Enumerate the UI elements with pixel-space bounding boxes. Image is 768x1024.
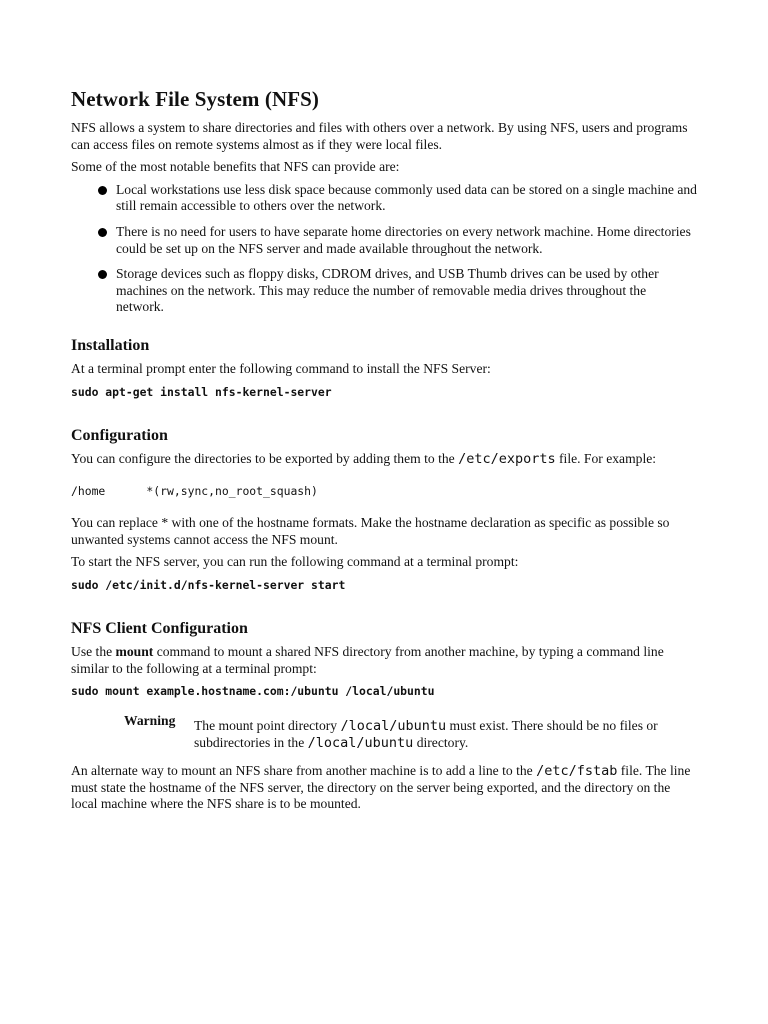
benefits-intro: Some of the most notable benefits that NFS can provide are: xyxy=(71,159,400,175)
list-item-text: Storage devices such as floppy disks, CDROM drives, and USB Thumb drives can be used by other machines on the network. This may reduce the number of removable media drives throughout the network. xyxy=(116,266,659,315)
warning-text-part: directory. xyxy=(413,734,469,750)
intro-paragraph: NFS allows a system to share directories and files with others over a network. By using NFS, users and programs can access files on remote systems almost as if they were local files. xyxy=(71,120,688,152)
list-item xyxy=(71,266,697,316)
fstab-path: /etc/fstab xyxy=(536,763,618,780)
bullet-icon xyxy=(98,228,107,237)
warning-note xyxy=(71,713,697,753)
page-title: Network File System (NFS) xyxy=(71,87,320,111)
mount-keyword: mount xyxy=(115,643,154,659)
start-server-command: sudo /etc/init.d/nfs-kernel-server start xyxy=(71,577,346,592)
client-text-part: Use the xyxy=(71,643,116,659)
benefits-list xyxy=(71,182,697,316)
warning-text xyxy=(194,718,664,751)
warning-label: Warning xyxy=(124,713,176,729)
list-item xyxy=(71,182,697,215)
mount-command: sudo mount example.hostname.com:/ubuntu /local/ubuntu xyxy=(71,684,435,699)
installation-heading: Installation xyxy=(71,336,150,354)
client-text-part: command to mount a shared NFS directory from another machine, by typing a command line similar to the following at a terminal prompt: xyxy=(71,643,664,676)
installation-text: At a terminal prompt enter the following command to install the NFS Server: xyxy=(71,360,491,376)
configuration-text-part: file. For example: xyxy=(555,450,657,466)
replace-text: You can replace * with one of the hostname formats. Make the hostname declaration as specific as possible so unwanted systems cannot access the NFS mount. xyxy=(71,515,670,547)
exports-example: /home *(rw,sync,no_root_squash) xyxy=(71,484,318,499)
configuration-text xyxy=(71,451,697,468)
install-command: sudo apt-get install nfs-kernel-server xyxy=(71,384,332,399)
client-heading: NFS Client Configuration xyxy=(71,619,248,637)
warning-text-part: The mount point directory xyxy=(194,718,341,734)
client-text xyxy=(71,644,697,677)
mount-point-path: /local/ubuntu xyxy=(340,718,447,735)
document-page xyxy=(71,86,697,819)
start-server-text: To start the NFS server, you can run the following command at a terminal prompt: xyxy=(71,554,519,570)
fstab-text xyxy=(71,763,697,813)
exports-path: /etc/exports xyxy=(458,450,556,467)
warning-text-part: must exist. There should be no files or subdirectories in the xyxy=(194,718,658,750)
bullet-icon xyxy=(98,186,107,195)
list-item xyxy=(71,224,697,257)
configuration-text-part: You can configure the directories to be exported by adding them to the xyxy=(71,450,459,466)
mount-point-path: /local/ubuntu xyxy=(307,734,414,751)
configuration-heading: Configuration xyxy=(71,426,168,444)
fstab-text-part: An alternate way to mount an NFS share from another machine is to add a line to the xyxy=(71,763,537,779)
list-item-text: Local workstations use less disk space because commonly used data can be stored on a single machine and still remain accessible to others over the network. xyxy=(116,181,697,214)
fstab-text-part: file. The line must state the hostname of the NFS server, the directory on the server being exported, and the directory on the local machine where the NFS share is to be mounted. xyxy=(71,763,691,812)
list-item-text: There is no need for users to have separate home directories on every network machine. Home directories could be set up on the NFS server and made available throughout the network. xyxy=(116,223,691,256)
bullet-icon xyxy=(98,270,107,279)
